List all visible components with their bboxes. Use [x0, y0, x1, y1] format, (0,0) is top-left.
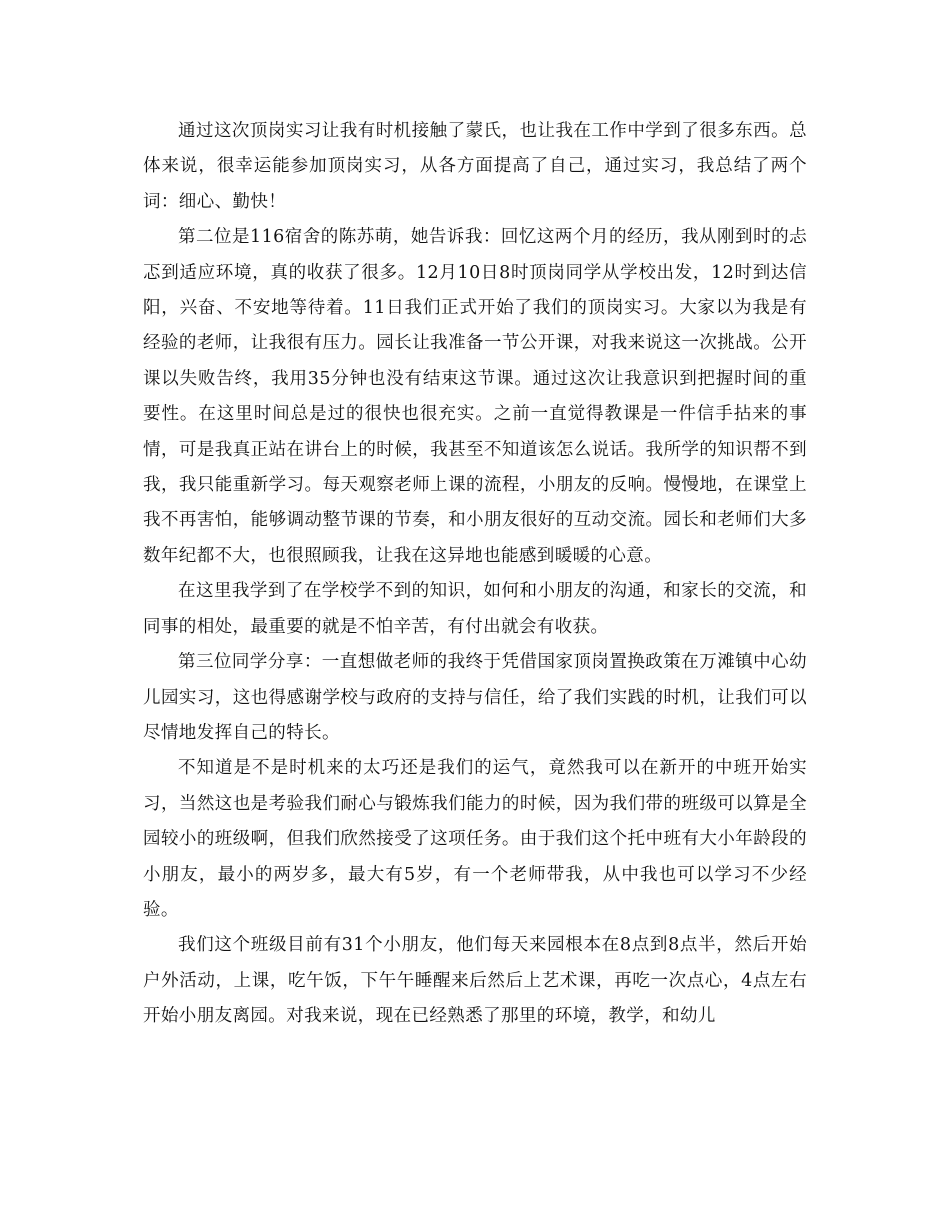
- paragraph: 我们这个班级目前有31个小朋友，他们每天来园根本在8点到8点半，然后开始户外活动，上课，吃午饭，下午午睡醒来后然后上艺术课，再吃一次点心，4点左右开始小朋友离园。对我来说，现在已经熟悉了那里的环境，教学，和幼儿: [143, 935, 807, 1027]
- paragraph: 不知道是不是时机来的太巧还是我们的运气，竟然我可以在新开的中班开始实习，当然这也是考验我们耐心与锻炼我们能力的时候，因为我们带的班级可以算是全园较小的班级啊，但我们欣然接受了这项任务。由于我们这个托中班有大小年龄段的小朋友，最小的两岁多，最大有5岁，有一个老师带我，从中我也可以学习不少经验。: [143, 758, 807, 920]
- paragraph: 在这里我学到了在学校学不到的知识，如何和小朋友的沟通，和家长的交流，和同事的相处，最重要的就是不怕辛苦，有付出就会有收获。: [143, 581, 807, 637]
- paragraph: 第三位同学分享：一直想做老师的我终于凭借国家顶岗置换政策在万滩镇中心幼儿园实习，这也得感谢学校与政府的支持与信任，给了我们实践的时机，让我们可以尽情地发挥自己的特长。: [143, 652, 807, 743]
- document-page: [143, 114, 807, 1035]
- paragraph: 第二位是116宿舍的陈苏萌，她告诉我：回忆这两个月的经历，我从刚到时的忐忑到适应环境，真的收获了很多。12月10日8时顶岗同学从学校出发，12时到达信阳，兴奋、不安地等待着。11日我们正式开始了我们的顶岗实习。大家以为我是有经验的老师，让我很有压力。园长让我准备一节公开课，对我来说这一次挑战。公开课以失败告终，我用35分钟也没有结束这节课。通过这次让我意识到把握时间的重要性。在这里时间总是过的很快也很充实。之前一直觉得教课是一件信手拈来的事情，可是我真正站在讲台上的时候，我甚至不知道该怎么说话。我所学的知识帮不到我，我只能重新学习。每天观察老师上课的流程，小朋友的反响。慢慢地，在课堂上我不再害怕，能够调动整节课的节奏，和小朋友很好的互动交流。园长和老师们大多数年纪都不大，也很照顾我，让我在这异地也能感到暖暖的心意。: [143, 227, 807, 566]
- paragraph: 通过这次顶岗实习让我有时机接触了蒙氏，也让我在工作中学到了很多东西。总体来说，很幸运能参加顶岗实习，从各方面提高了自己，通过实习，我总结了两个词：细心、勤快！: [143, 121, 807, 212]
